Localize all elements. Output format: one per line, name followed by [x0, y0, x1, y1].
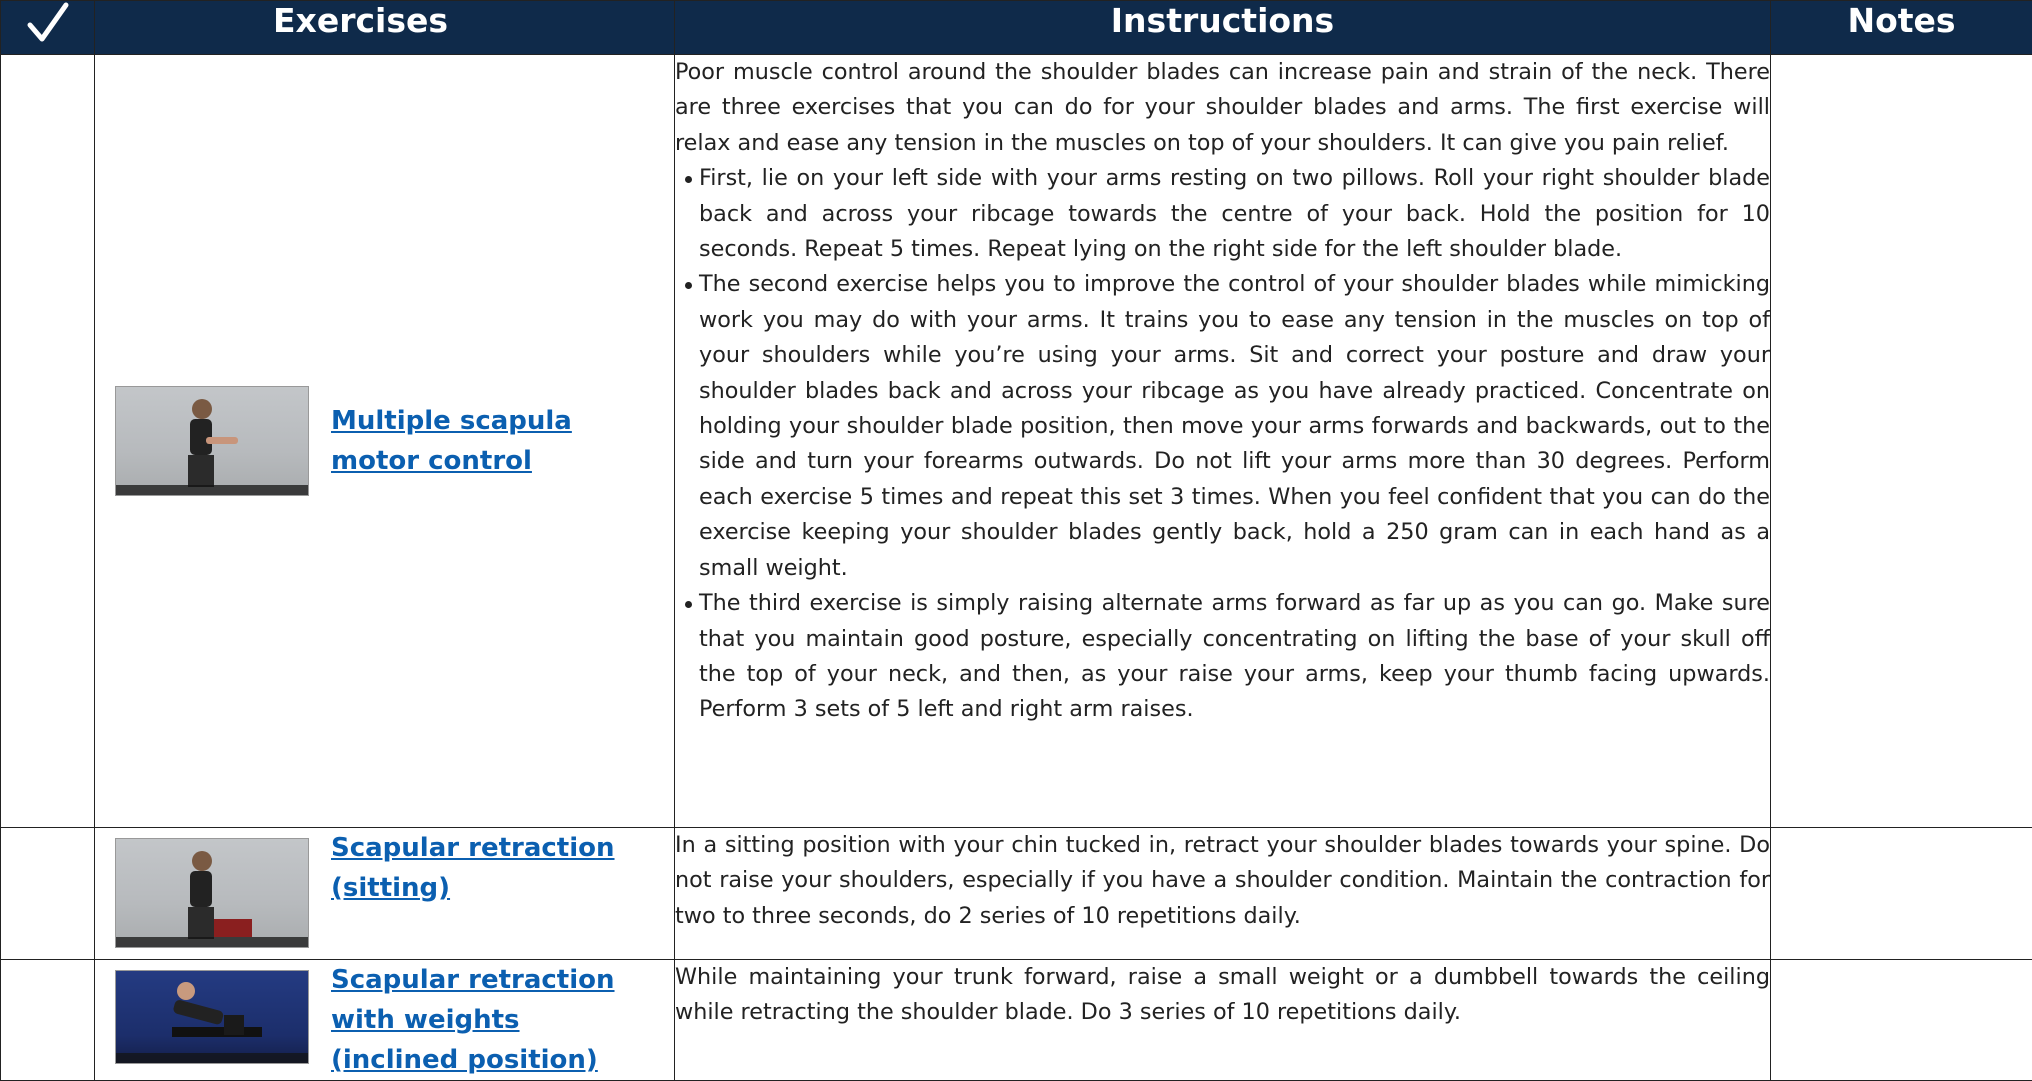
instructions-header: Instructions — [675, 1, 1771, 55]
checkbox-cell[interactable] — [1, 828, 95, 960]
instructions-intro: Poor muscle control around the shoulder blades can increase pain and strain of the neck. There are three exercises that you can do for your shoulder blades and arms. The first exercise will relax and ease any tension in the muscles on top of your shoulders. It can give you pain relief. — [675, 55, 1770, 161]
instructions-text: In a sitting position with your chin tucked in, retract your shoulder blades towards your spine. Do not raise your shoulders, especially if you have a shoulder condition. Maintain the contraction for two to three seconds, do 2 series of 10 repetitions daily. — [675, 828, 1770, 934]
exercise-entry — [95, 828, 674, 948]
instructions-cell — [675, 828, 1771, 960]
exercise-link[interactable]: Scapular retraction (sitting) — [331, 828, 631, 908]
exercise-entry — [95, 960, 674, 1080]
exercise-cell — [95, 960, 675, 1081]
exercise-link[interactable]: Scapular retraction with weights (inclined position) — [331, 960, 631, 1080]
instructions-list — [675, 161, 1770, 728]
video-controls-bar[interactable] — [116, 937, 308, 947]
notes-header: Notes — [1771, 1, 2032, 55]
instructions-cell — [675, 960, 1771, 1081]
exercises-header: Exercises — [95, 1, 675, 55]
person-figure — [116, 839, 308, 947]
checkbox-cell[interactable] — [1, 55, 95, 828]
checkbox-cell[interactable] — [1, 960, 95, 1081]
table-row — [1, 960, 2032, 1081]
video-thumbnail[interactable] — [115, 970, 309, 1064]
instructions-cell — [675, 55, 1771, 828]
video-thumbnail[interactable] — [115, 386, 309, 496]
table-row — [1, 55, 2032, 828]
video-controls-bar[interactable] — [116, 1053, 308, 1063]
exercise-cell — [95, 55, 675, 828]
video-controls-bar[interactable] — [116, 485, 308, 495]
person-figure — [116, 971, 308, 1063]
exercise-entry — [95, 386, 674, 496]
instruction-bullet: The second exercise helps you to improve the control of your shoulder blades while mimicking work you may do with your arms. It trains you to ease any tension in the muscles on top of your shoulders while you’re using your arms. Sit and correct your posture and draw your shoulder blades back and across your ribcage as you have already practiced. Concentrate on holding your shoulder blade position, then move your arms forwards and backwards, out to the side and turn your forearms outwards. Do not lift your arms more than 30 degrees. Perform each exercise 5 times and repeat this set 3 times. When you feel confident that you can do the exercise keeping your shoulder blades gently back, hold a 250 gram can in each hand as a small weight. — [687, 267, 1770, 586]
table-row — [1, 828, 2032, 960]
instructions-text: While maintaining your trunk forward, raise a small weight or a dumbbell towards the ceiling while retracting the shoulder blade. Do 3 series of 10 repetitions daily. — [675, 960, 1770, 1031]
exercise-cell — [95, 828, 675, 960]
video-thumbnail[interactable] — [115, 838, 309, 948]
notes-cell[interactable] — [1771, 828, 2032, 960]
exercise-link[interactable]: Multiple scapula motor control — [331, 401, 631, 481]
instruction-bullet: First, lie on your left side with your arms resting on two pillows. Roll your right shoulder blade back and across your ribcage towards the centre of your back. Hold the position for 10 seconds. Repeat 5 times. Repeat lying on the right side for the left shoulder blade. — [687, 161, 1770, 267]
table-header-row — [1, 1, 2032, 55]
checkmark-icon — [26, 1, 70, 45]
instruction-bullet: The third exercise is simply raising alternate arms forward as far up as you can go. Make sure that you maintain good posture, especially concentrating on lifting the base of your skull off the top of your neck, and then, as your raise your arms, keep your thumb facing upwards. Perform 3 sets of 5 left and right arm raises. — [687, 586, 1770, 728]
checkmark-header — [1, 1, 95, 55]
notes-cell[interactable] — [1771, 960, 2032, 1081]
person-figure — [116, 387, 308, 495]
notes-cell[interactable] — [1771, 55, 2032, 828]
